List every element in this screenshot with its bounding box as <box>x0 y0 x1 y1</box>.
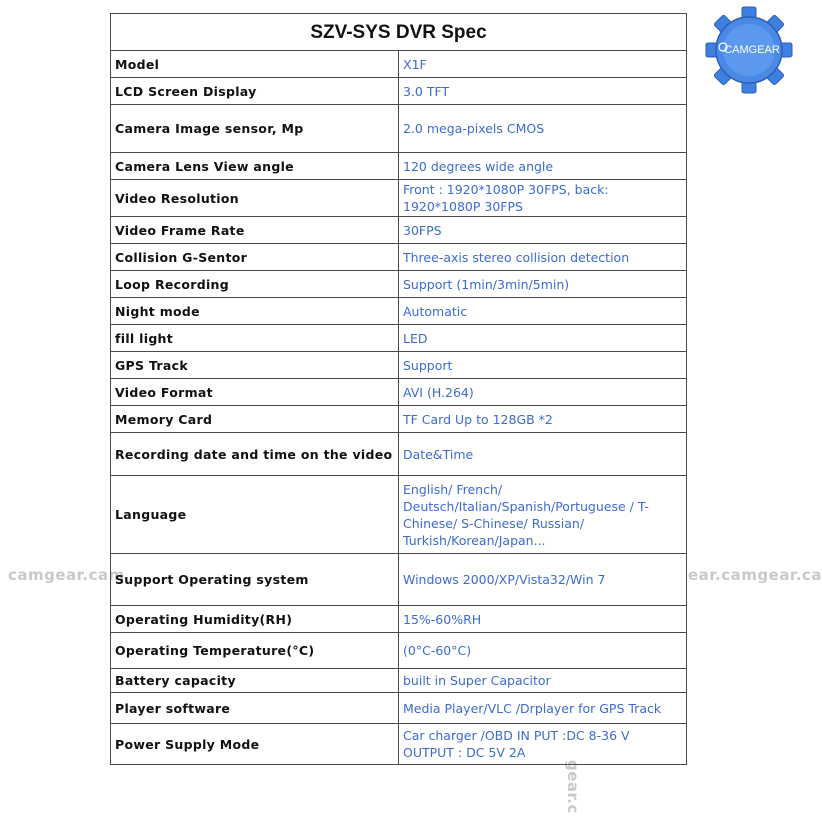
spec-value: 2.0 mega-pixels CMOS <box>399 105 687 153</box>
table-row <box>111 153 687 180</box>
table-row <box>111 476 687 554</box>
spec-value: TF Card Up to 128GB *2 <box>399 406 687 433</box>
spec-value: 30FPS <box>399 217 687 244</box>
table-row <box>111 554 687 606</box>
table-row <box>111 724 687 765</box>
spec-value: AVI (H.264) <box>399 379 687 406</box>
spec-value: Support <box>399 352 687 379</box>
spec-value: Front : 1920*1080P 30FPS, back: 1920*1080P 30FPS <box>399 180 687 217</box>
spec-label: Model <box>111 51 399 78</box>
spec-value: 15%-60%RH <box>399 606 687 633</box>
spec-label: Video Format <box>111 379 399 406</box>
spec-label: GPS Track <box>111 352 399 379</box>
spec-label: Power Supply Mode <box>111 724 399 765</box>
spec-value: 120 degrees wide angle <box>399 153 687 180</box>
table-row <box>111 606 687 633</box>
table-row <box>111 271 687 298</box>
spec-label: Language <box>111 476 399 554</box>
table-row <box>111 693 687 724</box>
table-row <box>111 105 687 153</box>
spec-label: Collision G-Sentor <box>111 244 399 271</box>
spec-value: Car charger /OBD IN PUT :DC 8-36 V OUTPUT : DC 5V 2A <box>399 724 687 765</box>
table-row <box>111 352 687 379</box>
table-row <box>111 669 687 693</box>
logo-text: CAMGEAR <box>724 44 780 56</box>
spec-label: Operating Temperature(°C) <box>111 633 399 669</box>
spec-label: LCD Screen Display <box>111 78 399 105</box>
spec-label: Camera Image sensor, Mp <box>111 105 399 153</box>
spec-label: Operating Humidity(RH) <box>111 606 399 633</box>
table-row <box>111 244 687 271</box>
table-row <box>111 78 687 105</box>
spec-label: Loop Recording <box>111 271 399 298</box>
spec-label: Video Frame Rate <box>111 217 399 244</box>
spec-value: LED <box>399 325 687 352</box>
table-row <box>111 180 687 217</box>
table-row <box>111 406 687 433</box>
spec-label: Battery capacity <box>111 669 399 693</box>
spec-label: Memory Card <box>111 406 399 433</box>
spec-table-body <box>111 51 687 765</box>
spec-value: built in Super Capacitor <box>399 669 687 693</box>
watermark-bottom: gear.c <box>564 760 582 814</box>
spec-value: 3.0 TFT <box>399 78 687 105</box>
table-row <box>111 433 687 476</box>
spec-value: Media Player/VLC /Drplayer for GPS Track <box>399 693 687 724</box>
spec-label: Camera Lens View angle <box>111 153 399 180</box>
watermark-right: ear.camgear.ca <box>688 566 822 584</box>
spec-label: Player software <box>111 693 399 724</box>
spec-value: Automatic <box>399 298 687 325</box>
spec-label: fill light <box>111 325 399 352</box>
table-row <box>111 51 687 78</box>
spec-value: Windows 2000/XP/Vista32/Win 7 <box>399 554 687 606</box>
spec-value: English/ French/ Deutsch/Italian/Spanish/Portuguese / T-Chinese/ S-Chinese/ Russian/ Turkish/Korean/Japan... <box>399 476 687 554</box>
spec-value: X1F <box>399 51 687 78</box>
table-row <box>111 379 687 406</box>
spec-value: Three-axis stereo collision detection <box>399 244 687 271</box>
table-row <box>111 217 687 244</box>
spec-table <box>110 13 687 765</box>
spec-value: Support (1min/3min/5min) <box>399 271 687 298</box>
spec-label: Night mode <box>111 298 399 325</box>
table-row <box>111 633 687 669</box>
table-row <box>111 325 687 352</box>
camgear-logo <box>705 6 793 94</box>
spec-value: Date&Time <box>399 433 687 476</box>
watermark-left: camgear.cam <box>8 566 125 584</box>
table-title: SZV-SYS DVR Spec <box>111 14 687 51</box>
table-row <box>111 298 687 325</box>
spec-label: Support Operating system <box>111 554 399 606</box>
spec-label: Video Resolution <box>111 180 399 217</box>
spec-label: Recording date and time on the video <box>111 433 399 476</box>
spec-value: (0°C-60°C) <box>399 633 687 669</box>
